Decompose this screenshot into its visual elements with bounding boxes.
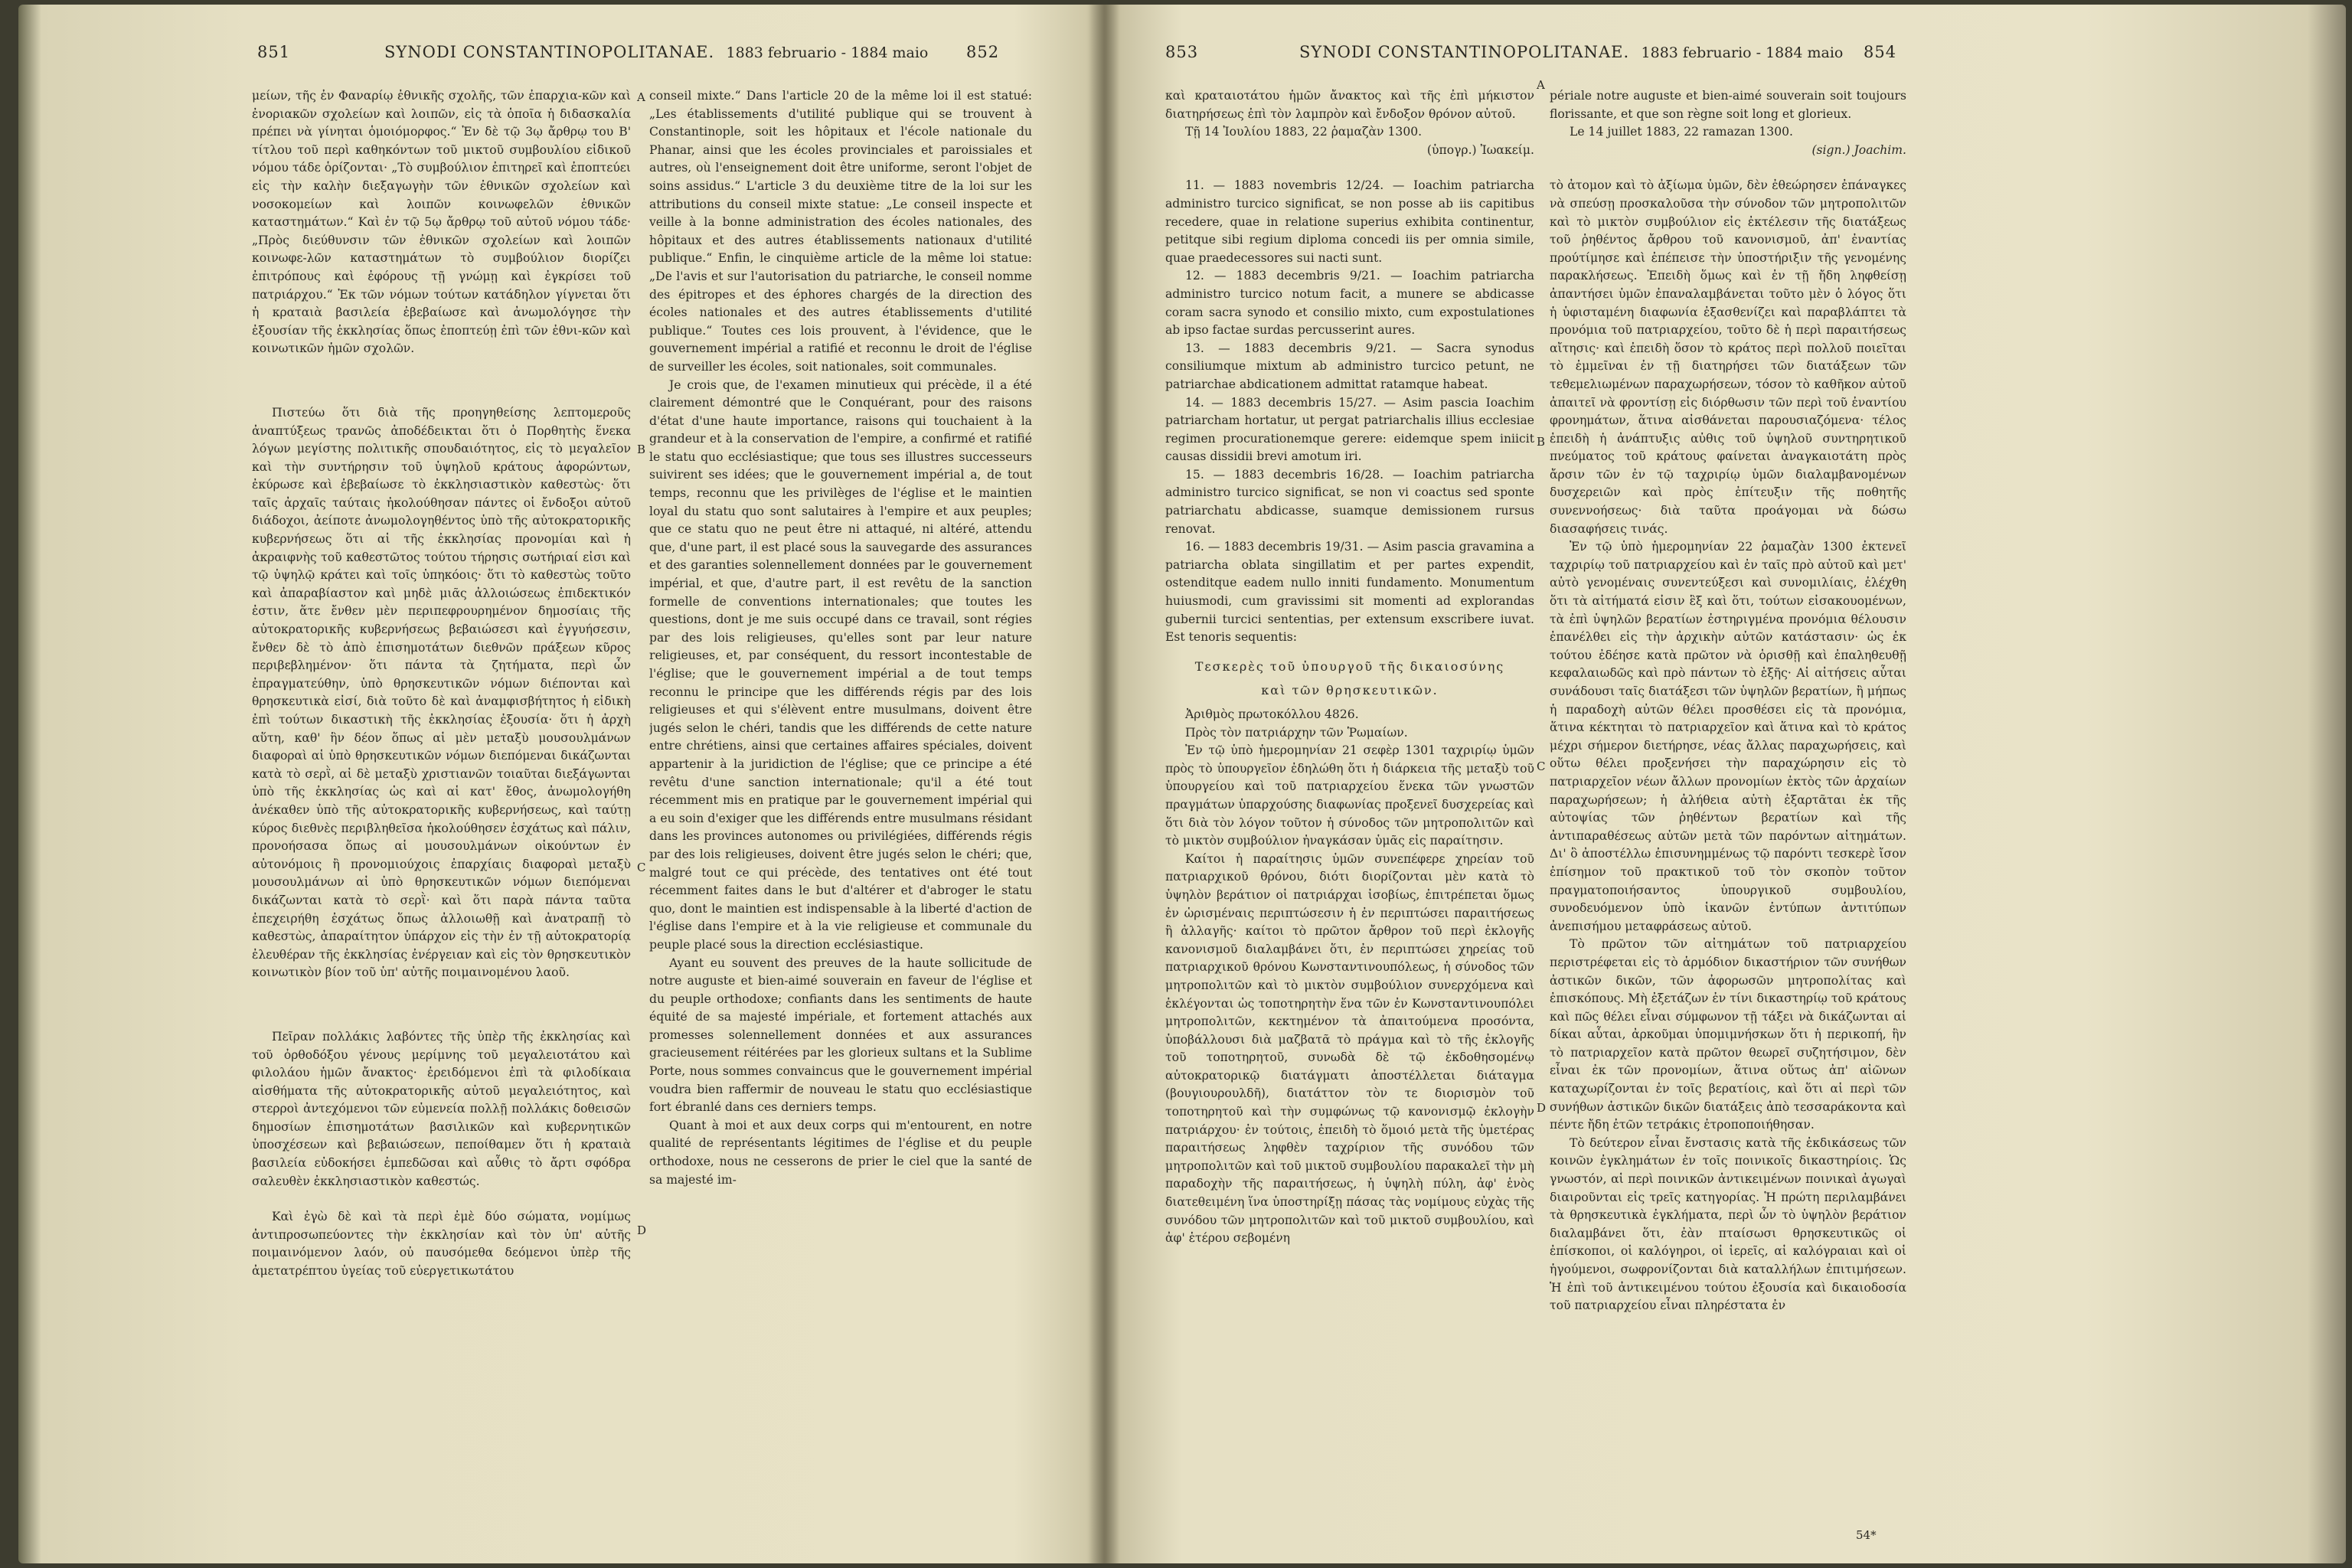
right-signature-french: (sign.) Joachim.	[1811, 142, 1906, 157]
entry-13: 13. — 1883 decembris 9/21. — Sacra synodus consiliumque mixtum ab administro turcico petunt, ne patriarchae abdicationem admittat ratamque habeat.	[1165, 341, 1534, 391]
margin-marker-b: B	[637, 443, 646, 456]
document-heading-2: καὶ τῶν θρησκευτικῶν.	[1261, 683, 1439, 698]
tesk-paragraph-1: Ἐν τῷ ὑπὸ ἡμερομηνίαν 21 σεφὲρ 1301 ταχριρίῳ ὑμῶν πρὸς τὸ ὑπουργεῖον ἐδηλώθη ὅτι ἡ διάρκεια τῆς μεταξὺ τοῦ ὑπουργείου καὶ τοῦ πατριαρχείου ἕνεκα τῶν γνωστῶν πραγμάτων ὑπαρχούσης διαφωνίας προξενεῖ δυσχερείας καὶ ὅτι διὰ τὸν λόγον τοῦτον ἡ σύνοδος τῶν μητροπολιτῶν καὶ τὸ μικτὸν συμβούλιον ἠναγκάσαν ὑμᾶς εἰς παραίτησιν.	[1165, 743, 1534, 848]
greek-paragraph-2: Πιστεύω ὅτι διὰ τῆς προηγηθείσης λεπτομεροῦς ἀναπτύξεως τρανῶς ἀποδέδεικται ὅτι ὁ Πορθητὴς ἕνεκα λόγων μεγίστης πολιτικῆς σπουδαιότητος, εἰς τὸ μεγαλεῖον καὶ τὴν συντήρησιν τοῦ ὑψηλοῦ κράτους ἀφορώντων, ἐκύρωσε καὶ ἐβεβαίωσε τὸ ἐκκλησιαστικὸν καθεστὼς· ὅτι ταῖς ἀρχαῖς ταύταις ἠκολούθησαν πάντες οἱ ἔνδοξοι αὐτοῦ διάδοχοι, ἀείποτε ἀνωμολογηθέντος ὑπὸ τῆς αὐτοκρατορικῆς κυβερνήσεως ὅτι αἱ τῆς ἐκκλησίας προνομίαι καὶ ἡ ἀκραιφνὴς τοῦ καθεστῶτος τούτου τήρησις σωτήριαί εἰσι καὶ τῷ ὑψηλῷ κράτει καὶ τοῖς ὑπηκόοις· ὅτι τὸ καθεστὼς τοῦτο καὶ ἀπαραβίαστον καὶ μηδὲ μιᾶς ἀλλοιώσεως ἐπιδεκτικόν ἐστιν, ἅτε ἔνθεν μὲν περιπεφρουρημένον δημοσίαις τῆς αὐτοκρατορικῆς κυβερνήσεως βεβαιώσεσι καὶ ἐγγυήσεσιν, ἔνθεν δὲ τὸ ἀπὸ ἐπισημοτάτων διεθνῶν πράξεων κῦρος περιβεβλημένον· ὅτι πάντα τὰ ζητήματα, περὶ ὧν ἐπραγματεύθην, ὑπὸ θρησκευτικῶν νόμων διέπονται καὶ θρησκευτικὰ εἰσί, διὰ τοῦτο δὲ καὶ ἀναμφισβήτητος ἡ εἰδικὴ ἐπὶ τούτων δικαστικὴ τῆς ἐκκλησίας ἐξουσία· ὅτι ἡ ἀρχὴ αὕτη, καθ' ἣν δέον ὅπως αἱ μὲν μεταξὺ μουσουλμάνων διαφοραὶ αἱ ὑπὸ θρησκευτικῶν νόμων διεπόμεναι δικάζωνται κατὰ τὸ σερῒ, αἱ δὲ μεταξὺ χριστιανῶν τοιαῦται διεξάγωνται ὑπὸ τῆς ἐκκλησίας ὡς καὶ αἱ κατ' ἔθος, ἀνωμολογήθη ἀνέκαθεν ὑπὸ τῆς αὐτοκρατορικῆς κυβερνήσεως, καὶ ταύτῃ κύρος διεθνὲς περιβληθεῖσα ἠκολούθησεν ἐσχάτως καὶ πάλιν, προνοήσασα ὅπως αἱ μουσουλμάνων οἰκούντων ἐν αὐτονόμοις ἢ προνομιούχοις ἐπαρχίαις διαφοραὶ μεταξὺ μουσουλμάνων αἱ ὑπὸ θρησκευτικῶν νόμων διεπόμεναι δικάζωνται κατὰ τὸ σερῒ· καὶ ὅτι παρὰ πάντα ταῦτα ἐπεχειρήθη ἐσχάτως ὅπως ἀλλοιωθῇ καὶ ἀνατραπῇ τὸ καθεστὼς, ἀπαραίτητον ὑπάρχον εἰς τὴν ἐν τῇ αὐτοκρατορίᾳ ἐλευθέραν τῆς ἐκκλησίας ἐνέργειαν καὶ εἰς τὸν θρησκευτικὸν κοινωτικὸν βίον τοῦ ὑπ' αὐτῆς ποιμαινομένου λαοῦ.	[252, 405, 631, 980]
page-number-854: 854	[1864, 43, 1897, 61]
entry-12: 12. — 1883 decembris 9/21. — Ioachim patriarcha administro turcico notum facit, a munere se abdicasse coram sacra synodo et consilio mixto, cum expostulationes ab ipso factae surdas percusserint aures.	[1165, 269, 1534, 338]
right-top-french: périale notre auguste et bien-aimé souverain soit toujours florissante, et que son règne soit long et glorieux.	[1550, 89, 1906, 121]
running-date: 1883 februario - 1884 maio	[726, 44, 929, 61]
left-french-column	[649, 87, 1032, 1527]
margin-marker-a: A	[637, 90, 645, 104]
running-title-right	[1299, 43, 1843, 61]
french-paragraph-2: Je crois que, de l'examen minutieux qui précède, il a été clairement démontré que le Conquérant, pour des raisons d'état d'une haute importance, raisons qui touchaient à la grandeur et à la conservation de l'empire, a confirmé et ratifié le statu quo ecclésiastique; que tous ses illustres successeurs suivirent ses idées; que le gouvernement impérial a, de tout temps, reconnu que les privilèges de l'église et le maintien loyal du statu quo sont salutaires à l'empire et aux peuples; que ce statu quo ne peut être ni attaqué, ni altéré, attendu que, d'une part, il est placé sous la sauvegarde des assurances et des garanties solennellement données par le gouvernement impérial, et que, d'autre part, il est revêtu de la sanction formelle de conventions internationales; que toutes les questions, dont je me suis occupé dans ce travail, sont régies par des lois religieuses, qu'elles sont par leur nature religieuses, et, par conséquent, du ressort incontestable de l'église; que le gouvernement impérial a de tout temps reconnu le principe que les différends régis par des lois religieuses et qui s'élèvent entre musulmans, doivent être jugés selon le chéri, tandis que les différends de cette nature entre chrétiens, ainsi que certaines affaires spéciales, doivent appartenir à la juridiction de l'église; que ce principe a été revêtu d'une sanction internationale; qu'il a été tout récemment mis en pratique par le gouvernement impérial qui a eu soin d'exiger que les différends entre musulmans résidant dans les provinces autonomes ou privilégiées, différends régis par des lois religieuses, doivent être jugés selon le chéri; que, malgré tout ce qui précède, des tentatives ont été tout récemment faites dans le but d'altérer et d'abroger le statu quo, dont le maintien est indispensable à la liberté d'action de l'église dans l'empire et à la vie religieuse et communale du peuple placé sous la direction ecclésiastique.	[649, 377, 1032, 952]
right-margin-marker-a: A	[1537, 78, 1545, 92]
entry-11: 11. — 1883 novembris 12/24. — Ioachim patriarcha administro turcico significat, se non posse ab iis capitibus recedere, quae in relatione superius exhibita continentur, petitque sibi regium diploma concedi iis per omnia simile, quae praedecessores sui nacti sunt.	[1165, 178, 1534, 265]
left-page-header	[18, 35, 1089, 66]
right-date-line-greek: Τῇ 14 Ἰουλίου 1883, 22 ῥαμαζὰν 1300.	[1185, 125, 1423, 139]
entry-16: 16. — 1883 decembris 19/31. — Asim pascia gravamina a patriarcha oblata singillatim et per partes expendit, ostenditque eadem nullo inniti fundamento. Monumentum huiusmodi, cum gravissimi sit momenti ad explorandas gubernii turcici sententias, per extensum exscribere iuvat. Est tenoris sequentis:	[1165, 540, 1534, 645]
running-date-right: 1883 februario - 1884 maio	[1641, 44, 1844, 61]
right-date-line-french: Le 14 juillet 1883, 22 ramazan 1300.	[1570, 125, 1794, 139]
margin-marker-d: D	[637, 1223, 647, 1237]
right-margin-marker-b: B	[1537, 435, 1546, 449]
book-gutter	[1089, 5, 1119, 1563]
right-page	[1119, 5, 2346, 1563]
addressee: Πρὸς τὸν πατριάρχην τῶν Ῥωμαίων.	[1185, 725, 1408, 740]
protocol-number: Ἀριθμὸς πρωτοκόλλου 4826.	[1185, 707, 1359, 721]
right-top-greek: καὶ κραταιοτάτου ἡμῶν ἄνακτος καὶ τῆς ἐπὶ μήκιστον διατηρήσεως ἐπὶ τὸν λαμπρὸν καὶ ἔνδοξον θρόνον αὐτοῦ.	[1165, 89, 1534, 121]
right-left-column	[1165, 87, 1534, 1527]
tesk-continuation-3: Τὸ πρῶτον τῶν αἰτημάτων τοῦ πατριαρχείου περιστρέφεται εἰς τὸ ἁρμόδιον δικαστήριον τῶν συνήθων ἀστικῶν δικῶν, τῶν ἀφορωσῶν μητροπολίτας καὶ ἐπισκόπους. Μὴ ἐξετάζων ἐν τίνι δικαστηρίῳ τοῦ κράτους καὶ πῶς θέλει εἶναι σύμφωνον τῇ τάξει νὰ δικάζωνται αἱ δίκαι αὗται, ἀρκοῦμαι ὑπομιμνήσκων ὅτι ἡ περικοπή, ἣν τὸ πατριαρχεῖον κατὰ πρῶτον θεωρεῖ συζητήσιμον, δὲν εἶναι ἐκ τῶν προνομίων, ἅτινα οὕτως ἀπ' αἰῶνων καταχωρίζονται ἐν τοῖς βερατίοις, καὶ ὅτι αἱ περὶ τῶν συνήθων ἀστικῶν δικῶν διατάξεις ἀπὸ τεσσαράκοντα καὶ πέντε ἤδη ἐτῶν τετράκις ἐτροποποιήθησαν.	[1550, 937, 1906, 1132]
running-title-text: SYNODI CONSTANTINOPOLITANAE.	[384, 43, 715, 61]
book-spread	[18, 5, 2346, 1563]
tesk-continuation-2: Ἐν τῷ ὑπὸ ἡμερομηνίαν 22 ῥαμαζὰν 1300 ἐκτενεῖ ταχριρίῳ τοῦ πατριαρχείου καὶ ἐν ταῖς πρὸ αὐτοῦ καὶ μετ' αὐτὸ γενομέναις συνεντεύξεσι καὶ συνομιλίαις, ἐλέχθη ὅτι τὰ αἰτήματά εἰσιν ἓξ καὶ ὅτι, τούτων εἰσακουομένων, τὰ ἐπὶ ὑψηλῶν βερατίων ἐστηριγμένα προνόμια θέλουσιν ἐπανέλθει εἰς τὴν ἀρχικὴν αὐτῶν κατάστασιν· ὡς ἐκ τούτου ἐδέησε κατὰ πρῶτον νὰ ὁρισθῇ καὶ ἐπαληθευθῇ κεφαλαιωδῶς καὶ πρὸ πάντων τὸ ἑξῆς· Αἱ αἰτήσεις αὗται συνάδουσι ταῖς διατάξεσι τῶν ὑψηλῶν βερατίων, ἢ μήπως ἡ παραδοχὴ αὐτῶν θέλει προσθέσει εἰς τὰ προνόμια, ἅτινα κέκτηται τὸ πατριαρχεῖον καὶ ἅτινα καὶ τὸ κράτος μέχρι σήμερον διετήρησε, νέας ἄλλας παραχωρήσεις, καὶ οὕτω θέλει προξενήσει τὴν παραχώρησιν εἰς τὸ πατριαρχεῖον νέων ἄλλων προνομίων ἐκτὸς τῶν ἀρχαίων παραχωρήσεων; ἡ ἀλήθεια αὐτὴ ἐξαρτᾶται ἐκ τῆς αὐτοψίας τῶν ῥηθέντων βερατίων καὶ τῆς ἀντιπαραθέσεως αὐτῶν μετὰ τῶν παρόντων αἰτημάτων. Δι' ὃ ἀποστέλλω ἐπισυνημμένως τῷ παρόντι τεσκερὲ ἴσον ἐπίσημον τοῦ πρακτικοῦ τοῦ τὸν σκοπὸν τοῦτον πραγματοποιήσαντος ὑπουργικοῦ συμβουλίου, συνοδευόμενον ὑπὸ ἱκανῶν ἐντύπων ἀντιτύπων ἀνεπισήμου μεταφράσεως αὐτοῦ.	[1550, 540, 1906, 933]
greek-paragraph-3: Πεῖραν πολλάκις λαβόντες τῆς ὑπὲρ τῆς ἐκκλησίας καὶ τοῦ ὀρθοδόξου γένους μερίμνης τοῦ μεγαλειοτάτου καὶ φιλολάου ἡμῶν ἄνακτος· ἐρειδόμενοι ἐπὶ τὰ φιλοδίκαια αἰσθήματα τῆς αὐτοκρατορικῆς αὐτοῦ μεγαλειότητος, καὶ στερροὶ ἀντεχόμενοι τῶν εὐμενεία πολλῇ πολλάκις δοθεισῶν δημοσίων ἐπισημοτάτων βασιλικῶν καὶ κυβερνητικῶν ὑποσχέσεων καὶ βεβαιώσεων, πεποίθαμεν ὅτι ἡ κραταιὰ βασιλεία εὐδοκήσει ἐμπεδῶσαι καὶ αὖθις τὸ ἄρτι σφόδρα σαλευθὲν ἐκκλησιαστικὸν καθεστώς.	[252, 1029, 631, 1188]
right-page-header	[1119, 35, 2346, 66]
french-paragraph-3: Ayant eu souvent des preuves de la haute sollicitude de notre auguste et bien-aimé souverain en faveur de l'église et du peuple orthodoxe; confiants dans les sentiments de haute équité de sa majesté impériale, et fortement attachés aux promesses solennellement données et aux assurances gracieusement réitérées par les glorieux sultans et la Sublime Porte, nous sommes convaincus que le gouvernement impérial voudra bien raffermir de nouveau le statu quo ecclésiastique fort ébranlé dans ces derniers temps.	[649, 956, 1032, 1115]
margin-marker-c: C	[637, 861, 646, 874]
right-margin-marker-d: D	[1537, 1101, 1547, 1115]
greek-paragraph-4: Καὶ ἐγὼ δὲ καὶ τὰ περὶ ἐμὲ δύο σώματα, νομίμως ἀντιπροσωπεύοντες τὴν ἐκκλησίαν καὶ τὸν ὑπ' αὐτῆς ποιμαινόμενον λαόν, οὐ παυσόμεθα δεόμενοι ὑπὲρ τῆς ἀμετατρέπτου ὑγείας τοῦ εὐεργετικωτάτου	[252, 1210, 631, 1279]
right-signature-greek: (ὑπογρ.) Ἰωακείμ.	[1426, 142, 1534, 157]
tesk-continuation-4: Τὸ δεύτερον εἶναι ἔνστασις κατὰ τῆς ἐκδικάσεως τῶν κοινῶν ἐγκλημάτων ἐν τοῖς ποινικοῖς δικαστηρίοις. Ὡς γνωστόν, αἱ περὶ ποινικῶν ἀντικειμένων ποινικαὶ ἀγωγαὶ διαιροῦνται εἰς τρεῖς κατηγορίας. Ἡ πρώτη περιλαμβάνει τὰ θρησκευτικὰ ἐγκλήματα, περὶ ὧν τὸ ὑψηλὸν βεράτιον διαλαμβάνει ὅτι, ἐὰν πταίσωσι θρησκευτικῶς οἱ ἐπίσκοποι, οἱ καλόγηροι, οἱ ἱερεῖς, αἱ καλόγραιαι καὶ οἱ ἡγούμενοι, σωφρονίζονται διὰ καταλλήλων ἐπιτιμήσεων. Ἡ ἐπὶ τοῦ ἀντικειμένου τούτου ἐξουσία καὶ δικαιοδοσία τοῦ πατριαρχείου εἶναι πληρέστατα ἐν	[1550, 1135, 1906, 1313]
tesk-paragraph-2: Καίτοι ἡ παραίτησις ὑμῶν συνεπέφερε χηρείαν τοῦ πατριαρχικοῦ θρόνου, διότι διορίζονται μὲν κατὰ τὸ ὑψηλὸν βεράτιον οἱ πατριάρχαι ἰσοβίως, ἐπιτρέπεται ὅμως ἐν ὡρισμέναις περιπτώσεσιν ἡ ἐν περιπτώσει παραιτήσεως ἢ ἀλλαγῆς· καίτοι τὸ πρῶτον ἄρθρον τοῦ περὶ ἐκλογῆς κανονισμοῦ διαλαμβάνει ὅτι, ἐν περιπτώσει χηρείας τοῦ πατριαρχικοῦ θρόνου Κωνσταντινουπόλεως, ἡ σύνοδος τῶν μητροπολιτῶν καὶ τὸ μικτὸν συμβούλιον συνερχόμενα καὶ ἐκλέγονται ὡς τοποτηρητὴν ἕνα τῶν ἐν Κωνσταντινουπόλει μητροπολιτῶν, κεκτημένον τὰ ἀπαιτούμενα προσόντα, ὑποβάλλουσι διὰ μαζβατᾶ τὸ πράγμα καὶ τὸ τῆς ἐκλογῆς τοῦ τοποτηρητοῦ, συνωδὰ δὲ τῷ ἐκδοθησομένῳ αὐτοκρατορικῷ διατάγματι ἀποστέλλεται διάταγμα (βουγιουρουλδῆ), διατάττον τὸν τε διορισμὸν τοῦ τοποτηρητοῦ καὶ τὴν συμφώνως τῷ κανονισμῷ ἐκλογὴν πατριάρχου· ἐν τούτοις, ἐπειδὴ τὸ ὅμοιό μετὰ τῆς ὑμετέρας παραιτήσεως ληφθὲν ταχρίριον τῆς συνόδου τῶν μητροπολιτῶν καὶ τοῦ μικτοῦ συμβουλίου παρακαλεῖ τὴν μὴ παραδοχὴν τῆς παραιτήσεως, ἡ ὑψηλὴ πύλη, ἀφ' ἑνὸς διατεθειμένη ἵνα ὑποστηρίξῃ πάσας τὰς νομίμους εὐχὰς τῆς συνόδου τῶν μητροπολιτῶν καὶ τοῦ μικτοῦ συμβουλίου, καὶ ἀφ' ἑτέρου σεβομένη	[1165, 851, 1534, 1246]
right-margin-marker-c: C	[1537, 760, 1546, 773]
french-paragraph-1: conseil mixte.“ Dans l'article 20 de la même loi il est statué: „Les établissements d'utilité publique qui se trouvent à Constantinople, soit les hôpitaux et l'école nationale du Phanar, ainsi que les écoles provinciales et paroissiales et autres, où l'enseignement doit être uniforme, seront l'objet de soins assidus.“ L'article 3 du deuxième titre de la loi sur les attributions du conseil mixte statue: „Le conseil inspecte et veille à la bonne administration des écoles nationales, des hôpitaux et des autres établissements nationaux d'utilité publique.“ Enfin, le cinquième article de la même loi statue: „De l'avis et sur l'autorisation du patriarche, le conseil nomme des épitropes et des éphores chargés de la direction des écoles nationales et des autres établissements d'utilité publique.“ Toutes ces lois prouvent, à l'évidence, que le gouvernement impérial a ratifié et reconnu le droit de l'église de surveiller les écoles, soit nationales, soit communales.	[649, 89, 1032, 374]
signature-mark: 54*	[1856, 1528, 1877, 1542]
entry-14: 14. — 1883 decembris 15/27. — Asim pascia Ioachim patriarcham hortatur, ut pergat patriarchalis illius ecclesiae regimen procurationemque gerere: eidemque spem iniicit causas dissidii brevi amotum iri.	[1165, 395, 1534, 464]
document-heading-1: Τεσκερὲς τοῦ ὑπουργοῦ τῆς δικαιοσύνης	[1194, 658, 1505, 674]
right-right-column	[1550, 87, 1906, 1527]
tesk-continuation-1: τὸ ἀτομον καὶ τὸ ἀξίωμα ὑμῶν, δὲν ἐθεώρησεν ἐπάναγκες νὰ σπεύσῃ προσκαλοῦσα τὴν σύνοδον τῶν μητροπολιτῶν καὶ τὸ μικτὸν συμβούλιον εἰς ἐκτέλεσιν τῆς διατάξεως τοῦ ῥηθέντος ἄρθρου τοῦ κανονισμοῦ, ἀπ' ἐναντίας προύτίμησε καὶ ἐπέπεισε τὴν ὑποστήριξιν τῆς γενομένης παρακλήσεως. Ἐπειδὴ ὅμως καὶ ἐν τῇ ἤδη ληφθείσῃ ἀπαντήσει ὑμῶν ἐπαναλαμβάνεται τοῦτο μὲν ὁ λόγος ὅτι ἡ ὑφισταμένη διαφωνία ἐξασθενίζει καὶ παραβλάπτει τὰ προνόμια τοῦ πατριαρχείου, τοῦτο δὲ ἡ περὶ παραιτήσεως αἴτησις· καὶ ἐπειδὴ ὅσον τὸ κράτος περὶ πολλοῦ ποιεῖται τὸ ἐμμεῖναι ἐν τῇ διατηρήσει τῶν διατάξεων τῶν τεθεμελιωμένων παραχωρήσεων, τόσον τὸ καθῆκον αὐτοῦ ἀπαιτεῖ νὰ φροντίσῃ εἰς διόρθωσιν τῶν περὶ τοῦ ἐναντίου φρονημάτων, ἅτινα αἰσθάνεται παρουσιαζόμενα· τέλος ἐπειδὴ ἡ ἀνάπτυξις αὐθις τοῦ ὑψηλοῦ συντηρητικοῦ πνεύματος τοῦ κράτους φαίνεται ἀναγκαιοτάτη πρὸς ἄρσιν τῶν ἐν τῷ ταχριρίῳ ὑμῶν διαλαμβανομένων δυσχερειῶν καὶ πρὸς ἐπίτευξιν τῆς ποθητῆς συνεννοήσεως· διὰ ταῦτα προάγομαι νὰ δώσω διασαφήσεις τινάς.	[1550, 178, 1906, 536]
page-number-851: 851	[257, 43, 291, 61]
page-number-852: 852	[966, 43, 1000, 61]
running-title	[384, 43, 928, 61]
french-paragraph-4: Quant à moi et aux deux corps qui m'entourent, en notre qualité de représentants légitimes de l'église et du peuple orthodoxe, nous ne cesserons de prier le ciel que la santé de sa majesté im-	[649, 1118, 1032, 1187]
greek-paragraph-1: μείων, τῆς ἐν Φαναρίῳ ἐθνικῆς σχολῆς, τῶν ἐπαρχια-κῶν καὶ ἐνοριακῶν σχολείων καὶ λοιπῶν, εἰς τὰ ὁποῖα ἡ διδασκαλία πρέπει νὰ γίνηται ὁμοιόμορφος.“ Ἐν δὲ τῷ 3ῳ ἄρθρῳ του Β' τίτλου τοῦ περὶ καθηκόντων τοῦ μικτοῦ συμβουλίου εἰδικοῦ νόμου τάδε ὁρίζονται· „Τὸ συμβούλιον ἐπιτηρεῖ καὶ ἐποπτεύει εἰς τὴν καλὴν διεξαγωγὴν τῶν ἐθνικῶν σχολείων καὶ νοσοκομείων καὶ λοιπῶν κοινωφελῶν ἐθνικῶν καταστημάτων.“ Καὶ ἐν τῷ 5ῳ ἄρθρῳ τοῦ αὐτοῦ νόμου τάδε· „Πρὸς διεύθυνσιν τῶν ἐθνικῶν σχολείων καὶ λοιπῶν κοινωφε-λῶν καταστημάτων τὸ συμβούλιον διορίζει ἐπιτρόπους καὶ ἐφόρους τῇ γνώμῃ καὶ ἐγκρίσει τοῦ πατριάρχου.“ Ἐκ τῶν νόμων τούτων κατάδηλον γίγνεται ὅτι ἡ κραταιὰ βασιλεία ἐβεβαίωσε καὶ ἀνωμολόγησε τὴν ἐξουσίαν τῆς ἐκκλησίας ὅπως ἐποπτεύῃ ἐπὶ τῶν ἐθνι-κῶν καὶ κοινωτικῶν ἡμῶν σχολῶν.	[252, 89, 631, 356]
page-number-853: 853	[1165, 43, 1199, 61]
left-page	[18, 5, 1089, 1563]
running-title-right-text: SYNODI CONSTANTINOPOLITANAE.	[1299, 43, 1630, 61]
entry-15: 15. — 1883 decembris 16/28. — Ioachim patriarcha administro turcico significat, se non vi coactus sed sponte patriarchatu abdicasse, suamque demissionem rursus renovat.	[1165, 467, 1534, 536]
left-greek-column	[252, 87, 631, 1527]
